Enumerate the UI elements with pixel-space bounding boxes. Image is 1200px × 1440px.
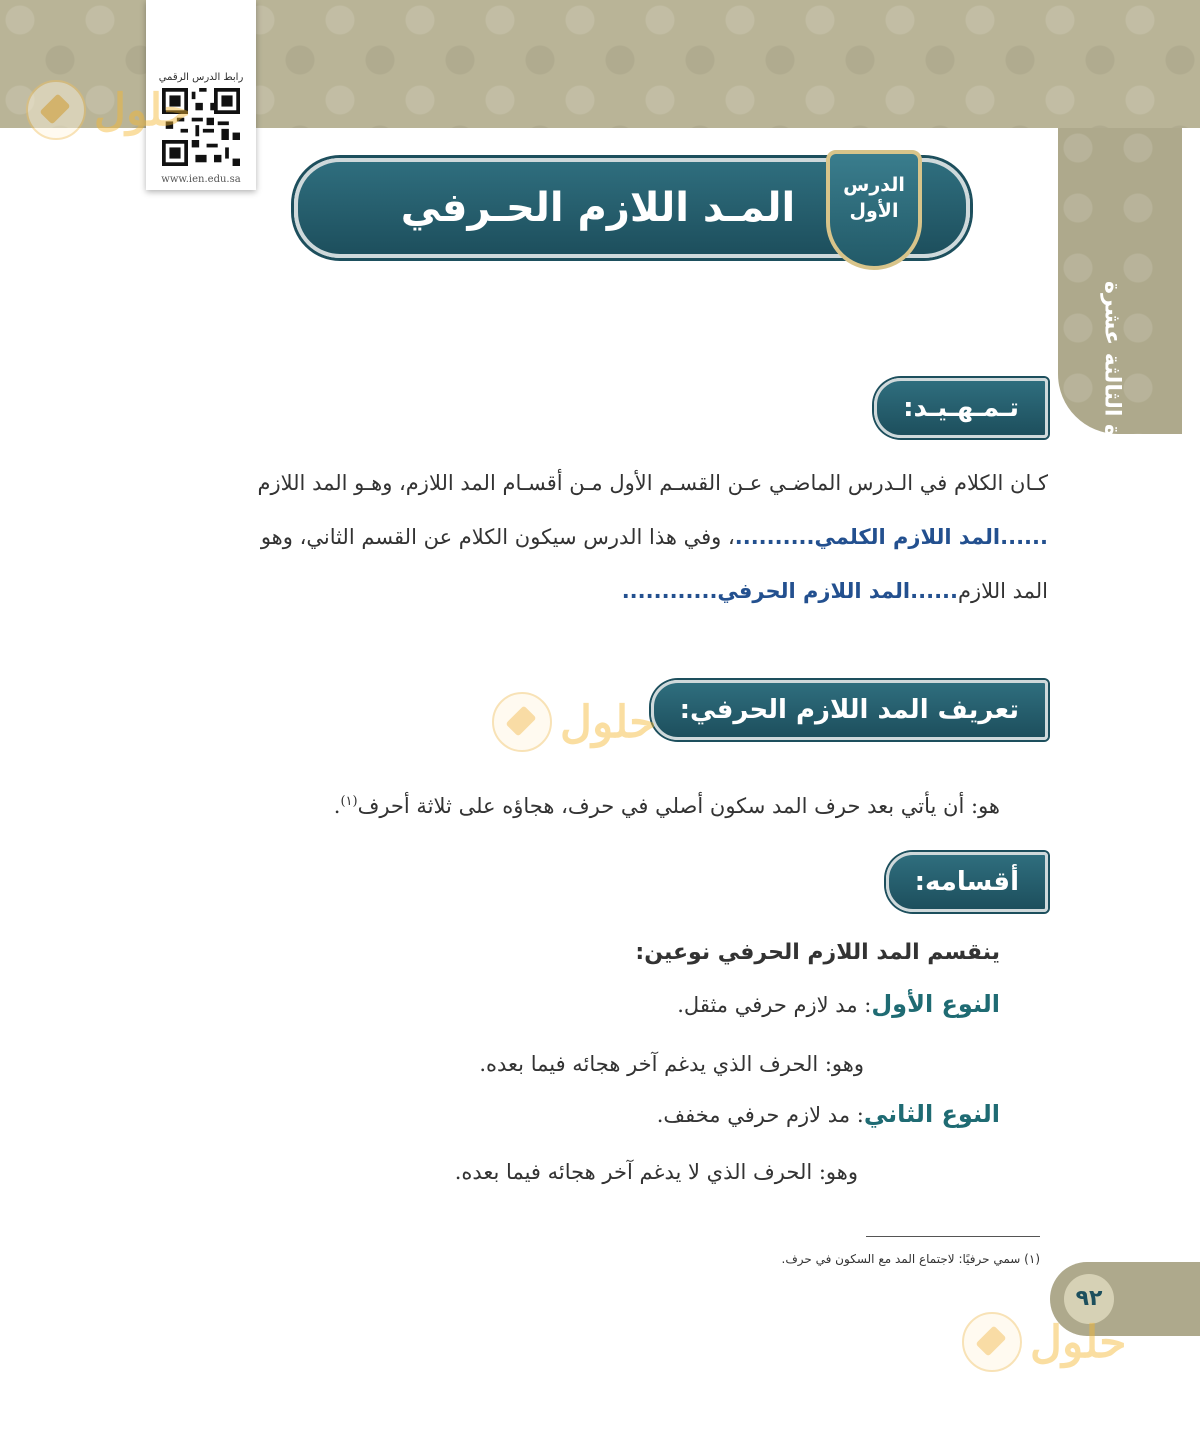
- type2-text: : مد لازم حرفي مخفف.: [656, 1103, 864, 1127]
- blank-answer-1: ......المد اللازم الكلمي..........: [734, 525, 1048, 549]
- intro-heading: تـمـهـيـد:: [874, 378, 1048, 438]
- type1-desc: وهو: الحرف الذي يدغم آخر هجائه فيما بعده.: [479, 1052, 864, 1076]
- blank-answer-2: ......المد اللازم الحرفي............: [621, 579, 959, 603]
- type2-desc: وهو: الحرف الذي لا يدغم آخر هجائه فيما بعده.: [454, 1160, 858, 1184]
- footnote: (١) سمي حرفيًا: لاجتماع المد مع السكون في حرف.: [781, 1252, 1040, 1266]
- intro-line-2: [146, 510, 1048, 564]
- definition-heading: تعريف المد اللازم الحرفي:: [651, 680, 1048, 740]
- watermark-word: حلول: [560, 696, 657, 748]
- page-number: ٩٢: [1064, 1274, 1114, 1324]
- unit-title: الوحدة الثالثة عشرة: [1099, 280, 1125, 496]
- intro-line-3: [146, 564, 1048, 618]
- qr-url[interactable]: www.ien.edu.sa: [161, 174, 241, 185]
- watermark-word: حلول: [94, 84, 191, 136]
- qr-title: رابط الدرس الرقمي: [158, 72, 244, 83]
- watermark-logo-icon: [492, 692, 552, 752]
- definition-body: هو: أن يأتي بعد حرف المد سكون أصلي في حرف، هجاؤه على ثلاثة أحرف: [357, 794, 1000, 818]
- lesson-badge: [826, 150, 922, 270]
- intro-line-1: كـان الكلام في الـدرس الماضـي عـن القسـم الأول مـن أقسـام المد اللازم، وهـو المد اللازم: [257, 471, 1048, 495]
- type2-line: [657, 1100, 1000, 1128]
- watermark-bottom: [962, 1312, 1126, 1372]
- lesson-title: المـد اللازم الحـرفي: [400, 185, 796, 231]
- unit-side-band: [1058, 128, 1182, 496]
- divisions-heading: أقسامه:: [886, 852, 1048, 912]
- watermark-middle: [492, 692, 656, 752]
- intro-paragraph: [146, 456, 1048, 618]
- type1-text: : مد لازم حرفي مثقل.: [677, 993, 872, 1017]
- watermark-logo-icon: [962, 1312, 1022, 1372]
- type1-line: [677, 990, 1000, 1018]
- lesson-badge-line1: الدرس: [843, 174, 905, 196]
- type1-name: النوع الأول: [871, 990, 1000, 1018]
- definition-text: [200, 782, 1000, 826]
- footnote-ref[interactable]: (١): [340, 794, 358, 809]
- intro-line-3-text: المد اللازم: [958, 579, 1048, 603]
- divisions-intro: ينقسم المد اللازم الحرفي نوعين:: [635, 940, 1000, 965]
- watermark-word: حلول: [1030, 1316, 1127, 1368]
- definition-end: .: [333, 794, 341, 818]
- watermark-top: [26, 80, 190, 140]
- type2-name: النوع الثاني: [863, 1100, 1000, 1128]
- footnote-divider: [866, 1236, 1040, 1237]
- watermark-logo-icon: [26, 80, 86, 140]
- lesson-badge-line2: الأول: [849, 200, 899, 222]
- intro-line-2-text: ، وفي هذا الدرس سيكون الكلام عن القسم الثاني، وهو: [260, 525, 735, 549]
